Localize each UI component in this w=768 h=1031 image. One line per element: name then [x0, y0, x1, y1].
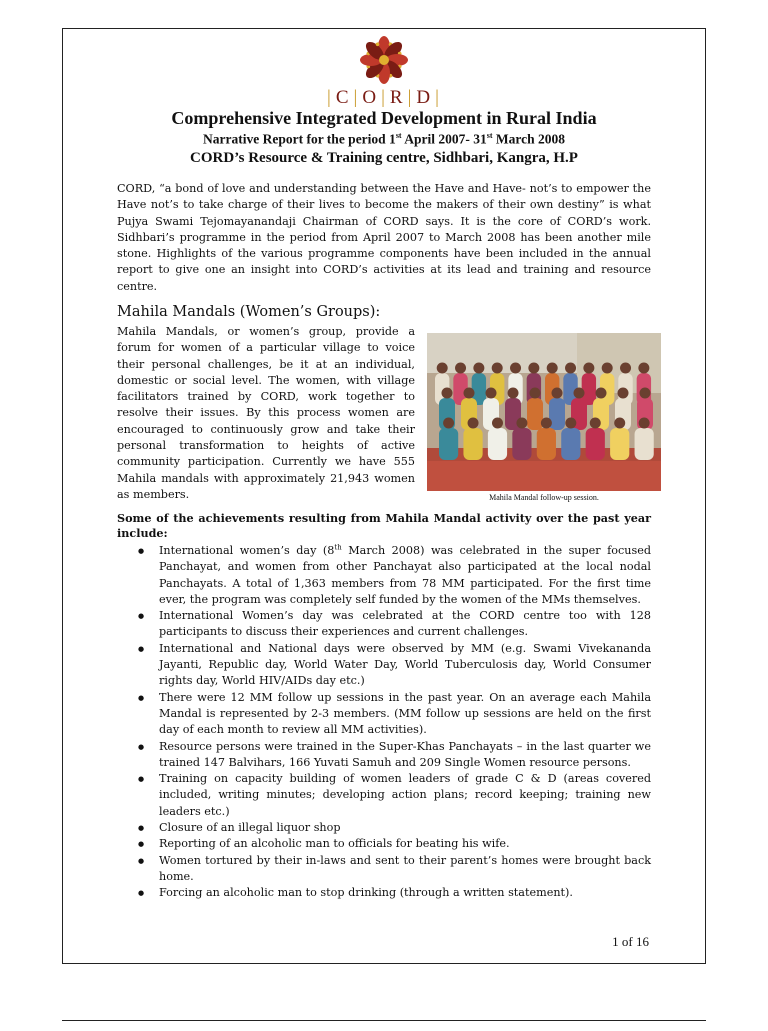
- centre-name: CORD’s Resource & Training centre, Sidhbari, Kangra, H.P: [190, 150, 578, 166]
- section-heading-mahila-mandals: Mahila Mandals (Women’s Groups):: [117, 304, 381, 320]
- list-item: ● Resource persons were trained in the Super-Khas Panchayats – in the last quarter we trained 147 Balvihars, 166 Yuvati Samuh and 209 Single Women resource persons.: [117, 739, 651, 772]
- document-title: Comprehensive Integrated Development in Rural India: [171, 108, 597, 128]
- photo-figure: [427, 333, 661, 502]
- next-page-edge: [62, 1020, 706, 1031]
- list-item: ● Reporting of an alcoholic man to officials for beating his wife.: [117, 836, 651, 852]
- page-number: 1 of 16: [612, 934, 649, 949]
- logo-letter: R: [389, 87, 405, 108]
- logo-letter: D: [416, 87, 433, 108]
- list-item: ● Forcing an alcoholic man to stop drinking (through a written statement).: [117, 885, 651, 901]
- list-item: ● Training on capacity building of women leaders of grade C & D (areas covered included, writing minutes; developing action plans; record keeping; training new leaders etc.): [117, 771, 651, 820]
- document-page: [62, 28, 706, 964]
- list-item: ● International women’s day (8th March 2008) was celebrated in the super focused Panchayat, and women from other Panchayat also participated at the local nodal Panchayats. A total of 1,363 members from 78 MM participated. For the first time ever, the program was completely self funded by the women of the MMs themselves.: [117, 543, 651, 608]
- list-item: ● Women tortured by their in-laws and sent to their parent’s homes were brought back home.: [117, 853, 651, 886]
- list-item: ● International Women’s day was celebrated at the CORD centre too with 128 participants to discuss their experiences and current challenges.: [117, 608, 651, 641]
- report-period: Narrative Report for the period 1st April 2007- 31st March 2008: [202, 131, 566, 147]
- achievements-heading: Some of the achievements resulting from Mahila Mandal activity over the past year include:: [117, 511, 651, 540]
- mahila-mandal-photo: [427, 333, 661, 491]
- intro-paragraph: CORD, “a bond of love and understanding between the Have and Have- not’s to empower the Have not’s to take charge of their lives to become the makers of their own destiny” is what Pujya Swami Tejomayanandaji Chairman of CORD says. It is the core of CORD’s work. Sidhbari’s programme in the period from April 2007 to March 2008 has been another mile stone. Highlights of the various programme components have been included in the annual report to give one an insight into CORD’s activities at its lead and training and resource centre.: [117, 182, 651, 293]
- list-item: ● There were 12 MM follow up sessions in the past year. On an average each Mahila Mandal is represented by 2-3 members. (MM follow up sessions are held on the first day of each month to review all MM activities).: [117, 690, 651, 739]
- logo-wordmark: | C | O | R | D |: [327, 87, 441, 108]
- mahila-mandal-paragraph: Mahila Mandals, or women’s group, provide a forum for women of a particular village to voice their personal challenges, be it at an individual, domestic or social level. The women, with village facilitators trained by CORD, work together to resolve their issues. By this process women are encouraged to continuously grow and take their personal transformation to heights of active community participation. Currently we have 555 Mahila mandals with approximately 21,943 women as members.: [117, 325, 415, 501]
- list-item: ● International and National days were observed by MM (e.g. Swami Vivekananda Jayanti, Republic day, World Water Day, World Tuberculosis day, World Consumer rights day, World HIV/AIDs day etc.): [117, 641, 651, 690]
- cord-logo: [63, 35, 705, 109]
- list-item: ● Closure of an illegal liquor shop: [117, 820, 651, 836]
- photo-caption: Mahila Mandal follow-up session.: [489, 493, 599, 502]
- logo-letter: C: [335, 87, 351, 108]
- achievements-list: [117, 543, 651, 902]
- flower-logo-icon: [359, 35, 409, 85]
- logo-letter: O: [362, 87, 379, 108]
